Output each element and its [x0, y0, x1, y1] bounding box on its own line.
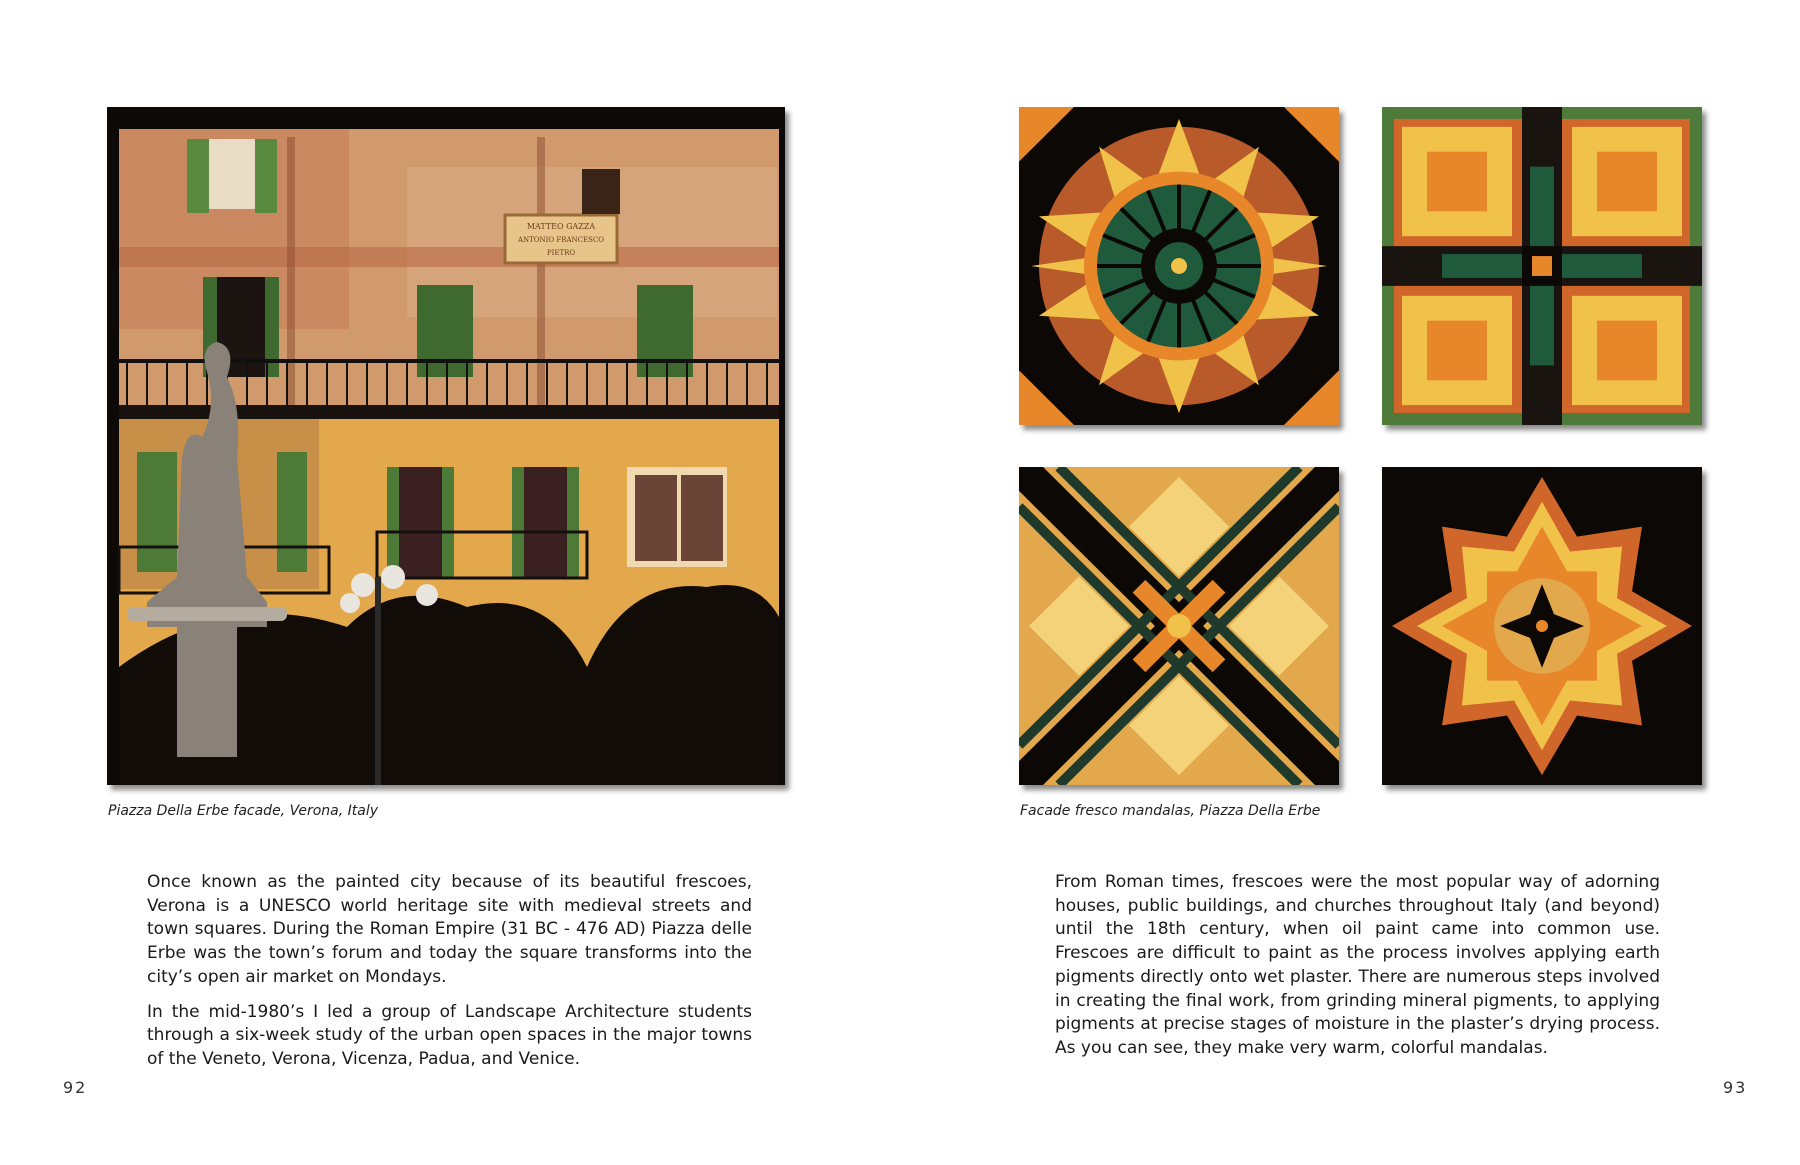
mandala-diagonal — [1019, 467, 1339, 785]
fresco-sign-line: ANTONIO FRANCESCO — [517, 236, 605, 244]
left-body-text — [147, 871, 752, 1083]
mandala-radial — [1019, 107, 1339, 425]
mandala-star — [1382, 467, 1702, 785]
right-body-text — [1055, 871, 1660, 1072]
page-number-left: 92 — [63, 1078, 88, 1097]
verona-facade-photo — [107, 107, 785, 785]
mandala-square-cross — [1382, 107, 1702, 425]
paragraph: In the mid-1980’s I led a group of Landscape Architecture students through a six-week study of the urban open spaces in the major towns of the Veneto, Verona, Vicenza, Padua, and Venice. — [147, 1001, 752, 1069]
fresco-sign-line: MATTEO GAZZA — [526, 222, 596, 231]
mandala-caption: Facade fresco mandalas, Piazza Della Erbe — [1020, 803, 1321, 819]
paragraph: From Roman times, frescoes were the most popular way of adorning houses, public buildings, and churches throughout Italy (and beyond) until the 18th century, when oil paint came into common use. Frescoes are difficult to paint as the process involves applying earth pigments directly onto wet plaster. There are numerous steps involved in creating the final work, from grinding mineral pigments, to applying pigments at precise stages of moisture in the plaster’s drying process. As you can see, they make very warm, colorful mandalas. — [1055, 872, 1660, 1058]
page-number-right: 93 — [1723, 1078, 1748, 1097]
paragraph: Once known as the painted city because of its beautiful frescoes, Verona is a UNESCO world heritage site with medieval streets and town squares. During the Roman Empire (31 BC - 476 AD) Piazza delle Erbe was the town’s forum and today the square transforms into the city’s open air market on Mondays. — [147, 872, 752, 987]
photo-caption: Piazza Della Erbe facade, Verona, Italy — [108, 803, 378, 819]
fresco-sign-line: PIETRO — [546, 249, 576, 257]
